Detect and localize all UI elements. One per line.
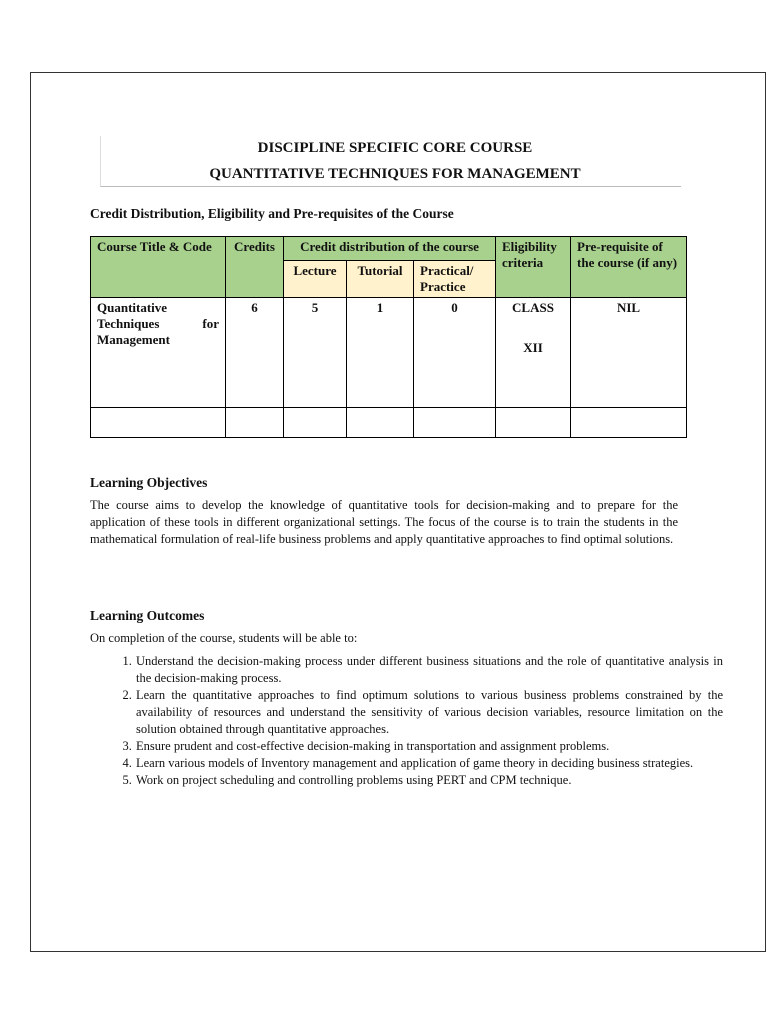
learning-objectives-text: The course aims to develop the knowledge of quantitative tools for decision-making and to prepare for the application of these tools in different organizational settings. The focus of the course is to train the students in the mathematical formulation of real-life business problems and apply quantitative approaches to find optimal solutions. — [90, 498, 678, 546]
header-prerequisite: Pre-requisite of the course (if any) — [571, 237, 687, 298]
list-item: 5. Work on project scheduling and controlling problems using PERT and CPM technique. — [135, 772, 723, 789]
learning-outcomes-heading: Learning Outcomes — [90, 608, 205, 623]
cell-prerequisite: NIL — [571, 298, 687, 408]
learning-outcomes-list — [90, 653, 723, 789]
list-item: 2. Learn the quantitative approaches to find optimum solutions to various business problems constrained by the availability of resources and understand the sensitivity of various decision variables, resource limitation on the solution obtained through quantitative approaches. — [135, 687, 723, 738]
header-tutorial: Tutorial — [347, 261, 414, 298]
list-item: 4. Learn various models of Inventory management and application of game theory in deciding business strategies. — [135, 755, 723, 772]
header-course-title: Course Title & Code — [91, 237, 226, 298]
list-item: 1. Understand the decision-making process under different business situations and the role of quantitative analysis in the decision-making process. — [135, 653, 723, 687]
header-lecture: Lecture — [284, 261, 347, 298]
header-credits: Credits — [226, 237, 284, 298]
table-row — [91, 298, 687, 408]
header-credit-distribution: Credit distribution of the course — [284, 237, 496, 261]
cell-eligibility — [496, 298, 571, 408]
page-title-line1: DISCIPLINE SPECIFIC CORE COURSE — [257, 140, 533, 156]
list-item: 3. Ensure prudent and cost-effective decision-making in transportation and assignment problems. — [135, 738, 723, 755]
cell-credits: 6 — [226, 298, 284, 408]
learning-objectives-heading: Learning Objectives — [90, 475, 208, 490]
eligibility-line2: XII — [523, 340, 543, 355]
credit-distribution-table — [90, 236, 687, 438]
cell-lecture: 5 — [284, 298, 347, 408]
page-title-line2: QUANTITATIVE TECHNIQUES FOR MANAGEMENT — [209, 166, 581, 182]
header-eligibility: Eligibility criteria — [496, 237, 571, 298]
cell-practical: 0 — [414, 298, 496, 408]
eligibility-line1: CLASS — [512, 300, 554, 315]
cell-tutorial: 1 — [347, 298, 414, 408]
learning-outcomes-intro: On completion of the course, students will be able to: — [90, 631, 358, 645]
header-practical: Practical/ Practice — [414, 261, 496, 298]
table-row-empty — [91, 408, 687, 438]
credit-distribution-heading: Credit Distribution, Eligibility and Pre-requisites of the Course — [90, 206, 454, 221]
cell-course-title: Quantitative Techniques for Management — [91, 298, 226, 408]
